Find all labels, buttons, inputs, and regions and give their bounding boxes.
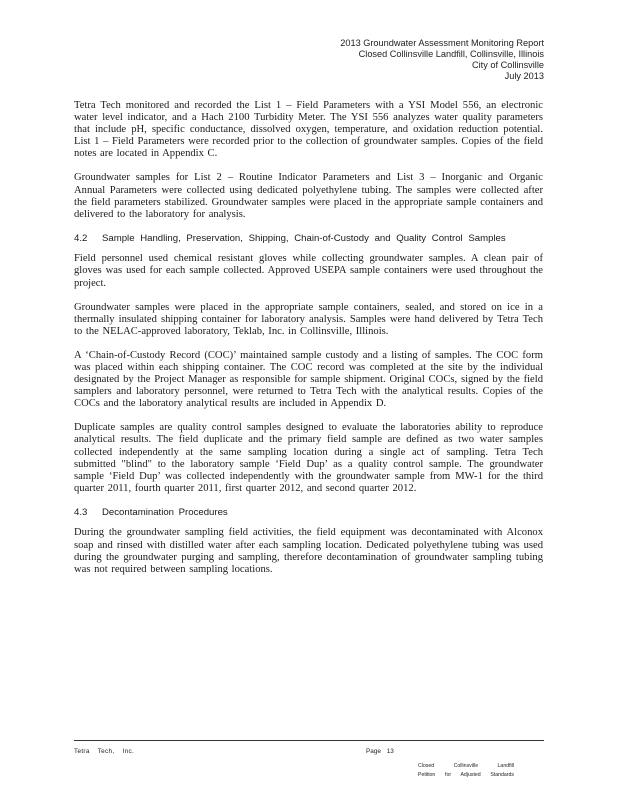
header-date: July 2013 xyxy=(504,71,544,81)
paragraph-sample-collection: Groundwater samples for List 2 – Routine Indicator Parameters and List 3 – Inorganic and Organic Annual Parameters were collected using dedicated polyethylene tubing. The samples were collected after the field parameters stabilized. Groundwater samples were placed in the appropriate sample containers and delivered to the laboratory for analysis. xyxy=(74,172,543,220)
header-site-name: Closed Collinsville Landfill, Collinsville, Illinois xyxy=(358,49,544,59)
paragraph-duplicate-samples: Duplicate samples are quality control samples designed to evaluate the laboratories ability to reproduce analytical results. The field duplicate and the primary field sample are defined as two water samples collected independently at the same sampling location during a single act of sampling. Tetra Tech submitted "blind" to the laboratory sample ‘Field Dup’ as a quality control sample. The groundwater sample ‘Field Dup’ was collected independently with the groundwater sample from MW-1 for the third quarter 2011, fourth quarter 2011, first quarter 2012, and second quarter 2012. xyxy=(74,422,543,494)
page-header xyxy=(340,38,544,82)
paragraph-gloves: Field personnel used chemical resistant gloves while collecting groundwater samples. A clean pair of gloves was used for each sample collected. Approved USEPA sample containers were used throughout the project. xyxy=(74,253,543,289)
paragraph-shipping: Groundwater samples were placed in the appropriate sample containers, sealed, and stored on ice in a thermally insulated shipping container for laboratory analysis. Samples were hand delivered by Tetra Tech to the NELAC-approved laboratory, Teklab, Inc. in Collinsville, Illinois. xyxy=(74,301,543,337)
section-title: Decontamination Procedures xyxy=(102,506,228,518)
footer-company: Tetra Tech, Inc. xyxy=(74,748,135,755)
paragraph-field-parameters: Tetra Tech monitored and recorded the List 1 – Field Parameters with a YSI Model 556, an electronic water level indicator, and a Hach 2100 Turbidity Meter. The YSI 556 analyzes water quality parameters that include pH, specific conductance, dissolved oxygen, temperature, and oxidation reduction potential. List 1 – Field Parameters were recorded prior to the collection of groundwater samples. Copies of the field notes are located in Appendix C. xyxy=(74,100,543,160)
section-number: 4.2 xyxy=(74,232,88,244)
section-heading-4-3 xyxy=(74,507,543,520)
header-report-title: 2013 Groundwater Assessment Monitoring Report xyxy=(340,38,544,48)
section-title: Sample Handling, Preservation, Shipping, Chain-of-Custody and Quality Control Samples xyxy=(102,232,506,244)
footer-document-label xyxy=(418,762,514,780)
document-body xyxy=(74,100,543,576)
section-number: 4.3 xyxy=(74,506,88,518)
section-heading-4-2 xyxy=(74,233,543,246)
footer-right-line1: Closed Collinsville Landfill xyxy=(418,763,514,769)
paragraph-chain-of-custody: A ‘Chain-of-Custody Record (COC)’ maintained sample custody and a listing of samples. The COC form was placed within each shipping container. The COC record was completed at the site by the individual designated by the Project Manager as responsible for sample shipment. Original COCs, signed by the field samplers and laboratory personnel, were returned to Tetra Tech with the analytical results. Copies of the COCs and the laboratory analytical results are included in Appendix D. xyxy=(74,349,543,410)
footer-page-number: Page 13 xyxy=(366,748,394,755)
header-client: City of Collinsville xyxy=(472,60,544,70)
footer-divider xyxy=(74,740,544,741)
paragraph-decontamination: During the groundwater sampling field activities, the field equipment was decontaminated with Alconox soap and rinsed with distilled water after each sampling location. Dedicated polyethylene tubing was used during the groundwater purging and sampling, therefore decontamination of groundwater sampling tubing was not required between sampling locations. xyxy=(74,527,543,575)
footer-right-line2: Petition for Adjusted Standards xyxy=(418,772,514,778)
